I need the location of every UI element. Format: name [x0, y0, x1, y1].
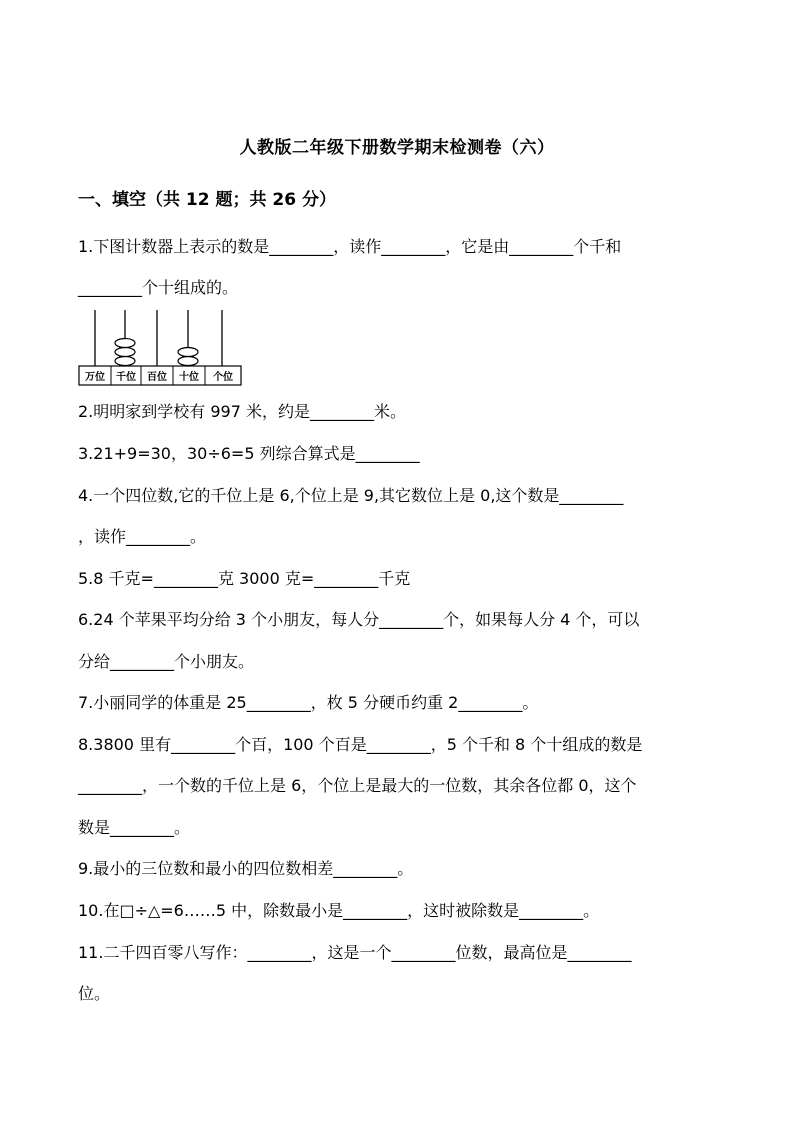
- section-heading: 一、填空（共 12 题；共 26 分）: [78, 190, 336, 210]
- question-11-line-1: 11.二千四百零八写作：________，这是一个________位数，最高位是________: [78, 943, 632, 962]
- question-1-line-1: 1.下图计数器上表示的数是________，读作________，它是由________个千和: [78, 237, 622, 256]
- page-title: 人教版二年级下册数学期末检测卷（六）: [239, 138, 555, 158]
- abacus-label-bai: 百位: [147, 372, 167, 383]
- question-1-line-2: ________个十组成的。: [78, 278, 239, 297]
- abacus-bead: [178, 348, 198, 357]
- question-9: 9.最小的三位数和最小的四位数相差________。: [78, 859, 414, 878]
- abacus-label-wan: 万位: [85, 372, 105, 383]
- question-11-line-2: 位。: [78, 984, 111, 1003]
- abacus-counter-figure: [78, 308, 242, 388]
- question-2: 2.明明家到学校有 997 米，约是________米。: [78, 402, 406, 421]
- abacus-label-ge: 个位: [213, 372, 233, 383]
- question-4-line-2: ，读作________。: [78, 527, 207, 546]
- question-3: 3.21+9=30，30÷6=5 列综合算式是________: [78, 444, 420, 463]
- question-6-line-1: 6.24 个苹果平均分给 3 个小朋友，每人分________个，如果每人分 4 个，可以: [78, 610, 640, 629]
- question-8-line-3: 数是________。: [78, 818, 191, 837]
- abacus-label-shi: 十位: [179, 372, 199, 383]
- abacus-bead: [115, 357, 135, 366]
- abacus-bead: [178, 357, 198, 366]
- abacus-bead: [115, 339, 135, 348]
- question-7: 7.小丽同学的体重是 25________，枚 5 分硬币约重 2________。: [78, 693, 539, 712]
- question-8-line-1: 8.3800 里有________个百，100 个百是________，5 个千和 8 个十组成的数是: [78, 735, 643, 754]
- question-4-line-1: 4.一个四位数,它的千位上是 6,个位上是 9,其它数位上是 0,这个数是________: [78, 486, 624, 505]
- question-6-line-2: 分给________个小朋友。: [78, 652, 255, 671]
- question-5: 5.8 千克=________克 3000 克=________千克: [78, 569, 411, 588]
- abacus-label-qian: 千位: [116, 372, 136, 383]
- question-10: 10.在□÷△=6……5 中，除数最小是________，这时被除数是________。: [78, 901, 600, 920]
- abacus-bead: [115, 348, 135, 357]
- question-8-line-2: ________，一个数的千位上是 6，个位上是最大的一位数，其余各位都 0，这个: [78, 776, 637, 795]
